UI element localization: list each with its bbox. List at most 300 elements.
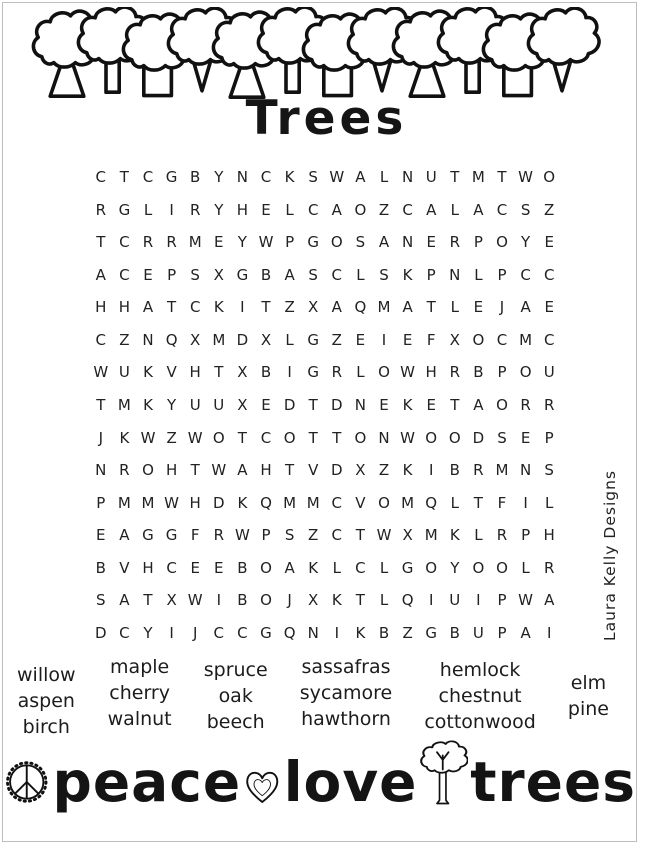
- grid-letter: V: [308, 461, 319, 480]
- grid-letter: R: [543, 395, 555, 414]
- grid-letter: P: [473, 233, 483, 252]
- grid-letter: Q: [425, 493, 438, 512]
- tree-border-illustration: [31, 7, 601, 102]
- grid-letter: O: [425, 428, 438, 447]
- grid-letter: E: [214, 558, 224, 577]
- grid-letter: P: [544, 428, 554, 447]
- grid-letter: C: [496, 200, 508, 219]
- grid-letter: N: [378, 428, 390, 447]
- grid-letter: O: [354, 200, 367, 219]
- grid-letter: P: [497, 265, 507, 284]
- word-list-column: [108, 654, 172, 740]
- grid-letter: M: [495, 461, 509, 480]
- word-list-item: sycamore: [299, 682, 393, 704]
- grid-letter: L: [474, 526, 483, 545]
- grid-letter: X: [402, 526, 413, 545]
- grid-letter: C: [307, 200, 319, 219]
- grid-letter: N: [449, 265, 461, 284]
- grid-letter: T: [426, 298, 436, 317]
- grid-letter: T: [96, 395, 106, 414]
- grid-letter: Z: [166, 428, 177, 447]
- grid-letter: F: [497, 493, 507, 512]
- grid-letter: C: [331, 493, 343, 512]
- grid-letter: A: [284, 265, 295, 284]
- grid-letter: S: [544, 461, 554, 480]
- grid-letter: T: [497, 168, 507, 187]
- grid-letter: H: [118, 298, 131, 317]
- grid-letter: Z: [544, 200, 555, 219]
- grid-letter: O: [425, 558, 438, 577]
- grid-letter: V: [355, 493, 366, 512]
- grid-letter: A: [331, 298, 342, 317]
- grid-letter: D: [283, 395, 296, 414]
- grid-letter: O: [519, 363, 532, 382]
- grid-letter: T: [285, 461, 295, 480]
- grid-letter: T: [96, 233, 106, 252]
- grid-letter: R: [543, 558, 555, 577]
- grid-letter: O: [142, 461, 154, 480]
- grid-letter: E: [261, 200, 271, 219]
- grid-letter: E: [96, 526, 106, 545]
- grid-letter: R: [496, 526, 508, 545]
- grid-letter: L: [521, 558, 530, 577]
- grid-letter: J: [499, 298, 505, 317]
- footer-word-love: love: [283, 749, 418, 814]
- grid-letter: G: [165, 526, 178, 545]
- grid-letter: S: [355, 233, 366, 252]
- grid-letter: W: [258, 233, 274, 252]
- grid-letter: C: [213, 623, 225, 642]
- grid-letter: T: [167, 298, 177, 317]
- grid-letter: H: [260, 461, 272, 480]
- grid-letter: S: [96, 591, 106, 610]
- grid-letter: E: [520, 428, 531, 447]
- grid-letter: R: [119, 461, 130, 480]
- grid-letter: W: [211, 461, 227, 480]
- grid-letter: B: [260, 265, 272, 284]
- grid-letter: U: [189, 395, 201, 414]
- grid-letter: P: [497, 623, 507, 642]
- grid-letter: J: [287, 591, 292, 610]
- grid-letter: A: [237, 461, 248, 480]
- grid-letter: M: [306, 493, 320, 512]
- grid-letter: S: [284, 526, 295, 545]
- grid-letter: W: [140, 428, 156, 447]
- grid-letter: T: [237, 428, 247, 447]
- word-list-item: willow: [17, 664, 76, 686]
- grid-letter: U: [213, 395, 225, 414]
- grid-letter: C: [260, 428, 272, 447]
- grid-letter: O: [496, 395, 508, 414]
- word-list-item: beech: [206, 711, 265, 733]
- grid-letter: E: [426, 233, 436, 252]
- grid-letter: I: [169, 200, 174, 219]
- grid-letter: A: [142, 298, 154, 317]
- grid-letter: M: [424, 526, 438, 545]
- grid-letter: C: [95, 330, 107, 349]
- grid-letter: L: [379, 591, 389, 610]
- grid-letter: F: [190, 526, 200, 545]
- grid-letter: N: [519, 461, 532, 480]
- grid-letter: B: [237, 558, 248, 577]
- grid-letter: O: [260, 558, 272, 577]
- grid-letter: T: [332, 428, 342, 447]
- grid-letter: K: [213, 298, 224, 317]
- grid-letter: I: [240, 298, 245, 317]
- grid-letter: Q: [354, 298, 367, 317]
- grid-letter: G: [307, 233, 319, 252]
- grid-letter: A: [473, 395, 484, 414]
- grid-letter: E: [426, 395, 436, 414]
- grid-letter: T: [473, 493, 483, 512]
- grid-letter: C: [543, 265, 555, 284]
- grid-letter: A: [544, 591, 555, 610]
- grid-letter: E: [214, 233, 224, 252]
- grid-letter: T: [450, 168, 460, 187]
- grid-letter: C: [119, 265, 130, 284]
- grid-letter: D: [213, 493, 225, 512]
- grid-letter: R: [520, 395, 531, 414]
- grid-letter: K: [284, 168, 295, 187]
- grid-letter: A: [95, 265, 106, 284]
- word-search-grid: [89, 161, 561, 649]
- grid-letter: L: [450, 298, 459, 317]
- grid-letter: D: [331, 395, 343, 414]
- grid-letter: Q: [260, 493, 272, 512]
- grid-letter: B: [473, 363, 484, 382]
- grid-letter: E: [261, 395, 271, 414]
- grid-letter: K: [119, 428, 130, 447]
- grid-letter: A: [331, 200, 342, 219]
- grid-letter: C: [95, 168, 107, 187]
- grid-letter: G: [260, 623, 272, 642]
- grid-letter: C: [260, 168, 272, 187]
- grid-letter: R: [449, 233, 461, 252]
- grid-letter: X: [213, 265, 224, 284]
- grid-letter: A: [355, 168, 366, 187]
- grid-letter: Y: [237, 233, 247, 252]
- grid-letter: C: [402, 200, 413, 219]
- grid-letter: C: [119, 233, 130, 252]
- grid-letter: R: [213, 526, 225, 545]
- grid-letter: S: [308, 265, 318, 284]
- grid-letter: O: [378, 363, 390, 382]
- grid-letter: H: [142, 558, 154, 577]
- page-title: Trees: [245, 91, 408, 146]
- grid-letter: L: [285, 330, 294, 349]
- grid-letter: D: [236, 330, 249, 349]
- grid-letter: S: [497, 428, 507, 447]
- grid-letter: P: [167, 265, 177, 284]
- footer-motto: [3, 739, 636, 825]
- grid-letter: U: [449, 591, 461, 610]
- grid-letter: N: [236, 168, 248, 187]
- grid-letter: P: [96, 493, 106, 512]
- grid-letter: H: [95, 298, 107, 317]
- grid-letter: Q: [401, 591, 414, 610]
- grid-letter: Y: [450, 558, 460, 577]
- grid-letter: E: [544, 298, 554, 317]
- grid-letter: M: [471, 168, 485, 187]
- grid-letter: Z: [331, 330, 342, 349]
- word-list-column: [300, 654, 392, 740]
- word-list: [17, 653, 609, 740]
- grid-letter: Z: [284, 298, 295, 317]
- grid-letter: W: [187, 428, 203, 447]
- grid-letter: J: [98, 428, 104, 447]
- grid-letter: B: [449, 461, 460, 480]
- grid-letter: C: [496, 330, 508, 349]
- footer-word-peace: peace: [52, 749, 242, 814]
- grid-letter: G: [142, 526, 154, 545]
- grid-letter: K: [402, 461, 413, 480]
- peace-sign-icon: [3, 744, 50, 820]
- grid-letter: A: [284, 558, 295, 577]
- grid-letter: A: [426, 200, 437, 219]
- grid-letter: G: [118, 200, 131, 219]
- grid-letter: K: [402, 395, 413, 414]
- grid-letter: I: [428, 461, 434, 480]
- grid-letter: G: [425, 623, 437, 642]
- grid-letter: T: [190, 461, 200, 480]
- heart-icon: [243, 755, 282, 817]
- grid-letter: V: [119, 558, 130, 577]
- grid-letter: H: [236, 200, 249, 219]
- grid-letter: S: [379, 265, 389, 284]
- grid-letter: C: [237, 623, 248, 642]
- grid-letter: T: [355, 591, 365, 610]
- grid-letter: M: [283, 493, 297, 512]
- grid-letter: T: [143, 591, 153, 610]
- grid-letter: X: [237, 363, 248, 382]
- grid-letter: M: [117, 493, 131, 512]
- footer-word-trees: trees: [470, 749, 637, 814]
- grid-letter: O: [448, 428, 461, 447]
- word-list-item: cherry: [109, 682, 170, 704]
- grid-letter: A: [378, 233, 390, 252]
- grid-letter: M: [401, 493, 415, 512]
- grid-letter: L: [450, 200, 459, 219]
- grid-letter: R: [331, 363, 343, 382]
- grid-letter: Z: [378, 200, 390, 219]
- grid-letter: I: [546, 623, 552, 642]
- grid-letter: H: [543, 526, 555, 545]
- grid-letter: I: [287, 363, 292, 382]
- grid-letter: G: [401, 558, 414, 577]
- grid-letter: L: [545, 493, 554, 512]
- grid-letter: Z: [402, 623, 413, 642]
- grid-letter: I: [334, 623, 340, 642]
- grid-letter: R: [473, 461, 484, 480]
- grid-letter: C: [189, 298, 201, 317]
- grid-letter: Y: [214, 168, 224, 187]
- grid-letter: Z: [308, 526, 319, 545]
- grid-letter: L: [356, 265, 365, 284]
- grid-letter: Z: [378, 461, 390, 480]
- grid-letter: W: [164, 493, 180, 512]
- grid-letter: W: [234, 526, 250, 545]
- grid-letter: E: [190, 558, 200, 577]
- grid-letter: L: [332, 558, 341, 577]
- grid-letter: B: [449, 623, 460, 642]
- grid-letter: X: [308, 298, 319, 317]
- grid-letter: W: [518, 168, 534, 187]
- grid-letter: W: [400, 428, 416, 447]
- grid-letter: M: [212, 330, 226, 349]
- grid-letter: X: [166, 591, 177, 610]
- grid-letter: M: [141, 493, 155, 512]
- grid-letter: Q: [165, 330, 178, 349]
- grid-letter: B: [237, 591, 248, 610]
- grid-letter: R: [95, 200, 107, 219]
- grid-letter: A: [402, 298, 413, 317]
- grid-letter: U: [543, 363, 555, 382]
- grid-letter: L: [450, 493, 459, 512]
- grid-letter: E: [544, 233, 554, 252]
- word-list-column: [204, 657, 268, 740]
- grid-letter: I: [169, 623, 174, 642]
- grid-letter: E: [143, 265, 153, 284]
- grid-letter: N: [401, 168, 414, 187]
- word-list-item: hawthorn: [301, 708, 391, 730]
- grid-letter: K: [355, 623, 366, 642]
- grid-letter: C: [331, 265, 343, 284]
- grid-letter: Y: [143, 623, 153, 642]
- grid-letter: C: [166, 558, 177, 577]
- grid-letter: A: [119, 591, 130, 610]
- grid-letter: W: [93, 363, 109, 382]
- grid-letter: P: [521, 526, 531, 545]
- word-list-item: sassafras: [301, 656, 391, 678]
- grid-letter: X: [308, 591, 319, 610]
- grid-letter: O: [496, 558, 508, 577]
- grid-letter: O: [496, 233, 508, 252]
- grid-letter: M: [377, 298, 391, 317]
- grid-letter: W: [329, 168, 345, 187]
- grid-letter: F: [426, 330, 436, 349]
- grid-letter: Y: [167, 395, 177, 414]
- grid-letter: I: [216, 591, 222, 610]
- grid-letter: L: [379, 168, 389, 187]
- grid-letter: O: [543, 168, 556, 187]
- grid-letter: S: [190, 265, 200, 284]
- grid-letter: R: [142, 233, 154, 252]
- grid-letter: T: [261, 298, 271, 317]
- credit-text: Laura Kelly Designs: [601, 470, 619, 641]
- word-list-item: chestnut: [438, 685, 522, 707]
- grid-letter: M: [188, 233, 202, 252]
- grid-letter: N: [401, 233, 414, 252]
- grid-letter: U: [472, 623, 484, 642]
- word-list-item: walnut: [107, 708, 172, 730]
- grid-letter: T: [308, 428, 318, 447]
- grid-letter: C: [119, 623, 130, 642]
- grid-letter: D: [95, 623, 107, 642]
- grid-letter: E: [379, 395, 389, 414]
- grid-letter: J: [192, 623, 198, 642]
- word-list-item: maple: [110, 656, 170, 678]
- grid-letter: I: [428, 591, 434, 610]
- grid-letter: X: [355, 461, 366, 480]
- grid-letter: G: [307, 363, 319, 382]
- word-list-item: pine: [567, 698, 609, 720]
- grid-letter: B: [190, 168, 201, 187]
- grid-letter: N: [354, 395, 366, 414]
- grid-letter: H: [189, 363, 201, 382]
- grid-letter: Q: [283, 623, 296, 642]
- grid-letter: O: [472, 558, 485, 577]
- grid-letter: P: [497, 591, 507, 610]
- grid-letter: H: [425, 363, 437, 382]
- grid-letter: Y: [521, 233, 531, 252]
- grid-letter: O: [283, 428, 296, 447]
- grid-letter: E: [473, 298, 484, 317]
- grid-letter: E: [355, 330, 366, 349]
- grid-letter: K: [308, 558, 319, 577]
- word-list-item: oak: [218, 685, 253, 707]
- grid-letter: L: [474, 265, 483, 284]
- grid-letter: N: [307, 623, 319, 642]
- grid-letter: A: [473, 200, 484, 219]
- grid-letter: L: [379, 558, 389, 577]
- grid-letter: R: [189, 200, 201, 219]
- grid-letter: T: [450, 395, 460, 414]
- grid-letter: L: [143, 200, 153, 219]
- grid-letter: R: [449, 363, 461, 382]
- grid-letter: N: [142, 330, 154, 349]
- grid-letter: X: [260, 330, 272, 349]
- grid-letter: S: [520, 200, 531, 219]
- grid-letter: I: [476, 591, 481, 610]
- grid-letter: A: [520, 298, 531, 317]
- word-list-item: elm: [570, 672, 607, 694]
- grid-letter: P: [261, 526, 271, 545]
- grid-letter: Y: [214, 200, 224, 219]
- grid-letter: T: [119, 168, 129, 187]
- grid-letter: C: [543, 330, 555, 349]
- grid-letter: D: [331, 461, 343, 480]
- grid-letter: I: [523, 493, 528, 512]
- grid-letter: W: [187, 591, 203, 610]
- grid-letter: H: [165, 461, 178, 480]
- grid-letter: U: [425, 168, 437, 187]
- grid-letter: K: [331, 591, 342, 610]
- grid-letter: L: [356, 363, 365, 382]
- grid-letter: M: [117, 395, 131, 414]
- grid-letter: K: [237, 493, 248, 512]
- grid-letter: L: [285, 200, 294, 219]
- grid-letter: P: [497, 363, 507, 382]
- grid-letter: N: [95, 461, 107, 480]
- grid-letter: R: [166, 233, 177, 252]
- grid-letter: P: [285, 233, 295, 252]
- grid-letter: T: [355, 526, 365, 545]
- grid-letter: O: [330, 233, 343, 252]
- grid-letter: O: [212, 428, 225, 447]
- grid-letter: E: [402, 330, 413, 349]
- grid-letter: K: [402, 265, 413, 284]
- grid-letter: T: [214, 363, 224, 382]
- grid-letter: B: [378, 623, 390, 642]
- grid-letter: K: [143, 363, 153, 382]
- grid-letter: H: [189, 493, 201, 512]
- grid-letter: O: [472, 330, 485, 349]
- grid-letter: X: [449, 330, 460, 349]
- grid-letter: C: [142, 168, 154, 187]
- grid-letter: X: [190, 330, 201, 349]
- grid-letter: I: [381, 330, 387, 349]
- grid-letter: K: [449, 526, 460, 545]
